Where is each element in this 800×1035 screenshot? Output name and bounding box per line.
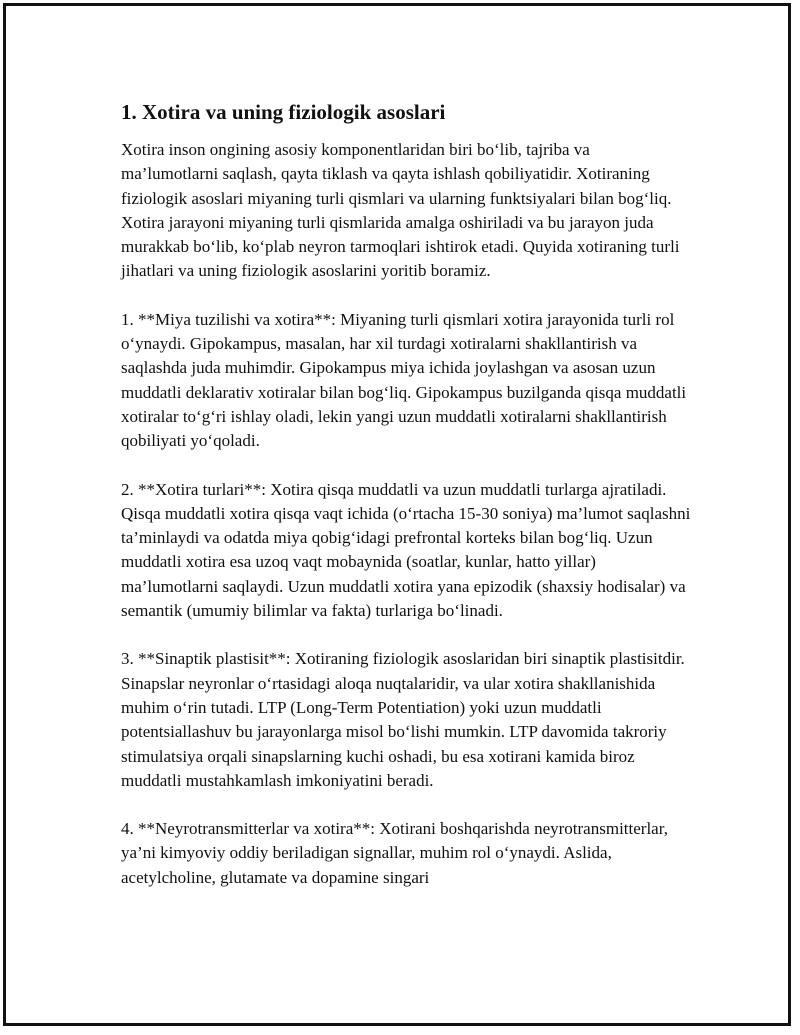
document-page: [3, 3, 791, 1026]
paragraph-brain-structure: 1. **Miya tuzilishi va xotira**: Miyaning turli qismlari xotira jarayonida turli rol o‘ynaydi. Gipokampus, masalan, har xil turdagi xotiralarni shakllantirish va saqlashda juda muhimdir. Gipokampus miya ichida joylashgan va asosan uzun muddatli deklarativ xotiralar bilan bog‘liq. Gipokampus buzilganda qisqa muddatli xotiralar to‘g‘ri ishlay oladi, lekin yangi uzun muddatli xotiralarni shakllantirish qobiliyati yo‘qoladi.: [121, 309, 687, 451]
paragraph-synaptic-plasticity: 3. **Sinaptik plastisit**: Xotiraning fiziologik asoslaridan biri sinaptik plastisitdir. Sinapslar neyronlar o‘rtasidagi aloqa nuqtalaridir, va ular xotira shakllanishida muhim o‘rin tutadi. LTP (Long-Term Potentiation) yoki uzun muddatli potentsiallashuv bu jarayonlarga misol bo‘lishi mumkin. LTP davomida takroriy stimulatsiya orqali sinapslarning kuchi oshadi, bu esa xotirani kamida biroz muddatli mustahkamlash imkoniyatini beradi.: [121, 649, 685, 790]
document-content: [121, 98, 691, 914]
paragraph-memory-types: 2. **Xotira turlari**: Xotira qisqa muddatli va uzun muddatli turlarga ajratiladi. Qisqa muddatli xotira qisqa vaqt ichida (o‘rtacha 15-30 soniya) ma’lumot saqlashni ta’minlaydi va odatda miya qobig‘idagi prefrontal korteks bilan bog‘liq. Uzun muddatli xotira esa uzoq vaqt mobaynida (soatlar, kunlar, hatto yillar) ma’lumotlarni saqlaydi. Uzun muddatli xotira yana epizodik (shaxsiy hodisalar) va semantik (umumiy bilimlar va fakta) turlariga bo‘linadi.: [121, 479, 691, 621]
paragraph-neurotransmitters: 4. **Neyrotransmitterlar va xotira**: Xotirani boshqarishda neyrotransmitterlar, ya’ni kimyoviy oddiy beriladigan signallar, muhim rol o‘ynaydi. Aslida, acetylcholine, glutamate va dopamine singari: [121, 819, 668, 887]
document-title: 1. Xotira va uning fiziologik asoslari: [121, 100, 446, 124]
paragraph-intro: Xotira inson ongining asosiy komponentlaridan biri bo‘lib, tajriba va ma’lumotlarni saqlash, qayta tiklash va qayta ishlash qobiliyatidir. Xotiraning fiziologik asoslari miyaning turli qismlari va ularning funktsiyalari bilan bog‘liq. Xotira jarayoni miyaning turli qismlarida amalga oshiriladi va bu jarayon juda murakkab bo‘lib, ko‘plab neyron tarmoqlari ishtirok etadi. Quyida xotiraning turli jihatlari va uning fiziologik asoslarini yoritib boramiz.: [121, 140, 680, 281]
